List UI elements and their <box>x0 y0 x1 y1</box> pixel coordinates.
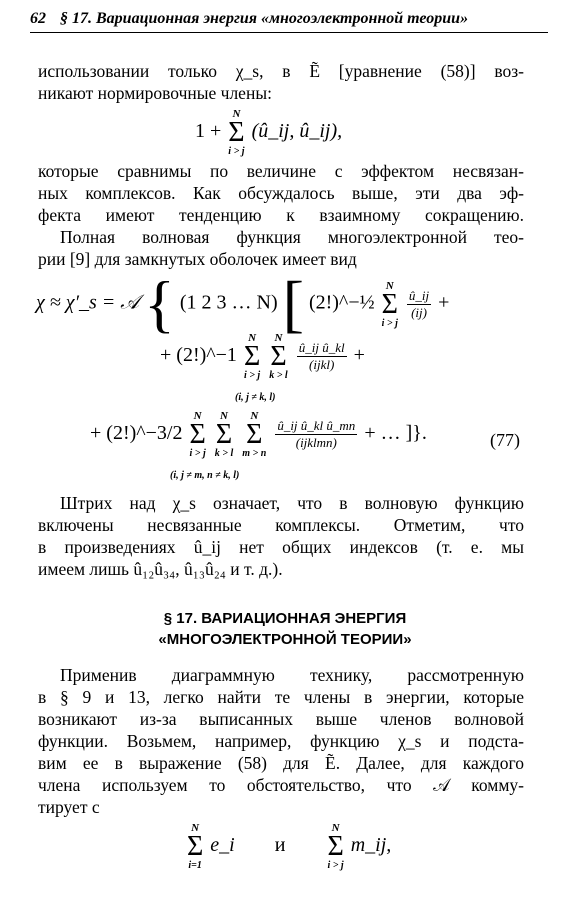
running-header <box>30 6 548 33</box>
text-line: которые сравнимы по величине с эффектом несвязан- <box>38 161 524 181</box>
text-line: имеем лишь û₁₂û₃₄, û₁₃û₂₄ и т. д.). <box>38 559 283 579</box>
fraction <box>407 288 431 321</box>
numerator: û_ij <box>408 287 430 303</box>
sum-symbol: N Σ k > l <box>214 410 234 459</box>
page-number: 62 <box>30 10 46 27</box>
term: m_ij, <box>350 834 392 857</box>
sum-lower-limit: m > n <box>242 448 267 459</box>
coefficient: + (2!)^−1 <box>160 344 237 367</box>
sum-lower-limit: i=1 <box>188 860 202 871</box>
closing-brackets: ]}. <box>405 422 427 445</box>
sum-lower-limit: k > l <box>269 370 288 381</box>
equation-final <box>185 822 391 871</box>
sum-upper-limit: N <box>193 410 202 422</box>
text-line: фекта имеют тенденцию к взаимному сокращению. <box>38 205 524 225</box>
sum-lower-limit: k > l <box>214 448 234 459</box>
open-brace: { <box>144 268 175 339</box>
text-line: Применив диаграммную технику, рассмотренную <box>60 665 524 685</box>
plus-sign: + <box>438 291 450 314</box>
text-line: включены несвязанные комплексы. Отметим, что <box>38 515 524 535</box>
sum-symbol: N Σ i > j <box>228 108 245 157</box>
sum-lower-limit: i > j <box>228 146 245 157</box>
paragraph-2 <box>38 160 524 270</box>
heading-line: «МНОГОЭЛЕКТРОННОЙ ТЕОРИИ» <box>158 631 412 648</box>
text-line: члена используем то обстоятельство, что 𝒜 комму- <box>38 775 524 795</box>
sum-upper-limit: N <box>248 332 257 344</box>
equation-normalization <box>195 108 342 157</box>
text-line: в § 9 и 13, легко найти те члены в энергии, которые <box>38 687 524 707</box>
sum-condition: (i, j ≠ m, n ≠ k, l) <box>170 470 240 481</box>
equation-77-line-1 <box>36 268 450 339</box>
equation-77-line-3 <box>90 410 427 459</box>
sum-upper-limit: N <box>232 108 241 120</box>
denominator: (ij) <box>411 304 427 320</box>
coefficient: + (2!)^−3/2 <box>90 422 183 445</box>
sum-symbol: N Σ i > j <box>189 410 206 459</box>
text-line: в произведениях û_ij нет общих индексов (т. е. мы <box>38 537 524 557</box>
equation-77-line-2 <box>160 332 365 381</box>
permutation: (1 2 3 … N) <box>179 291 278 314</box>
sum-symbol: N Σ i > j <box>381 279 398 329</box>
sum-upper-limit: N <box>250 410 259 422</box>
numerator: û_ij û_kl û_mn <box>277 418 356 433</box>
text-line: тирует с <box>38 797 100 817</box>
sum-lower-limit: i > j <box>243 370 261 381</box>
sum-symbol: N Σ i > j <box>243 332 261 381</box>
numerator: û_ij û_kl <box>298 340 345 355</box>
eq-body: (û_ij, û_ij), <box>251 120 343 143</box>
sum-symbol: N Σ i > j <box>327 822 344 871</box>
sum-upper-limit: N <box>191 822 200 834</box>
plus-ellipsis: + … <box>364 422 401 445</box>
coefficient: (2!)^−½ <box>308 291 375 314</box>
sum-symbol: N Σ k > l <box>269 332 288 381</box>
sum-upper-limit: N <box>385 279 394 292</box>
heading-line: § 17. ВАРИАЦИОННАЯ ЭНЕРГИЯ <box>163 610 407 627</box>
conjunction: и <box>274 834 286 857</box>
fraction <box>297 340 347 373</box>
text-line: никают нормировочные члены: <box>38 83 272 103</box>
running-title: § 17. Вариационная энергия «многоэлектронной теории» <box>60 10 469 27</box>
sum-lower-limit: i > j <box>381 317 398 329</box>
text-line: возникают из-за выписанных выше членов волновой <box>38 709 524 729</box>
sum-upper-limit: N <box>220 410 228 422</box>
text-line: функции. Возьмем, например, функцию χ_s и подста- <box>38 731 524 751</box>
text-line: Штрих над χ_s означает, что в волновую функцию <box>60 493 524 513</box>
text-line: ных комплексов. Как обсуждалось выше, эти два эф- <box>38 183 524 203</box>
sum-lower-limit: i > j <box>327 860 344 871</box>
sum-upper-limit: N <box>274 332 283 344</box>
sum-symbol: N Σ i=1 <box>187 822 204 871</box>
text-line: использовании только χ_s, в Ẽ [уравнение (58)] воз- <box>38 61 524 81</box>
fraction <box>275 418 357 451</box>
denominator: (ijkl) <box>309 357 335 372</box>
term: e_i <box>210 834 235 857</box>
sum-upper-limit: N <box>331 822 340 834</box>
plus-sign: + <box>353 344 365 367</box>
text-line: вим ее в выражение (58) для Ẽ. Далее, для каждого <box>38 753 524 773</box>
open-bracket: [ <box>282 268 304 339</box>
sum-lower-limit: i > j <box>189 448 206 459</box>
denominator: (ijklmn) <box>295 435 337 450</box>
paragraph-4 <box>38 664 524 818</box>
text-line: рии [9] для замкнутых оболочек имеет вид <box>38 249 357 269</box>
text-line: Полная волновая функция многоэлектронной тео- <box>60 227 524 247</box>
paragraph-3 <box>38 492 524 580</box>
eq-lhs: χ ≈ χ′_s = 𝒜 <box>36 291 140 314</box>
sum-symbol: N Σ m > n <box>242 410 267 459</box>
sum-condition: (i, j ≠ k, l) <box>235 392 276 403</box>
section-heading <box>60 608 510 650</box>
paragraph-1 <box>38 60 524 104</box>
eq-lead: 1 + <box>195 120 222 143</box>
equation-number: (77) <box>490 430 520 450</box>
